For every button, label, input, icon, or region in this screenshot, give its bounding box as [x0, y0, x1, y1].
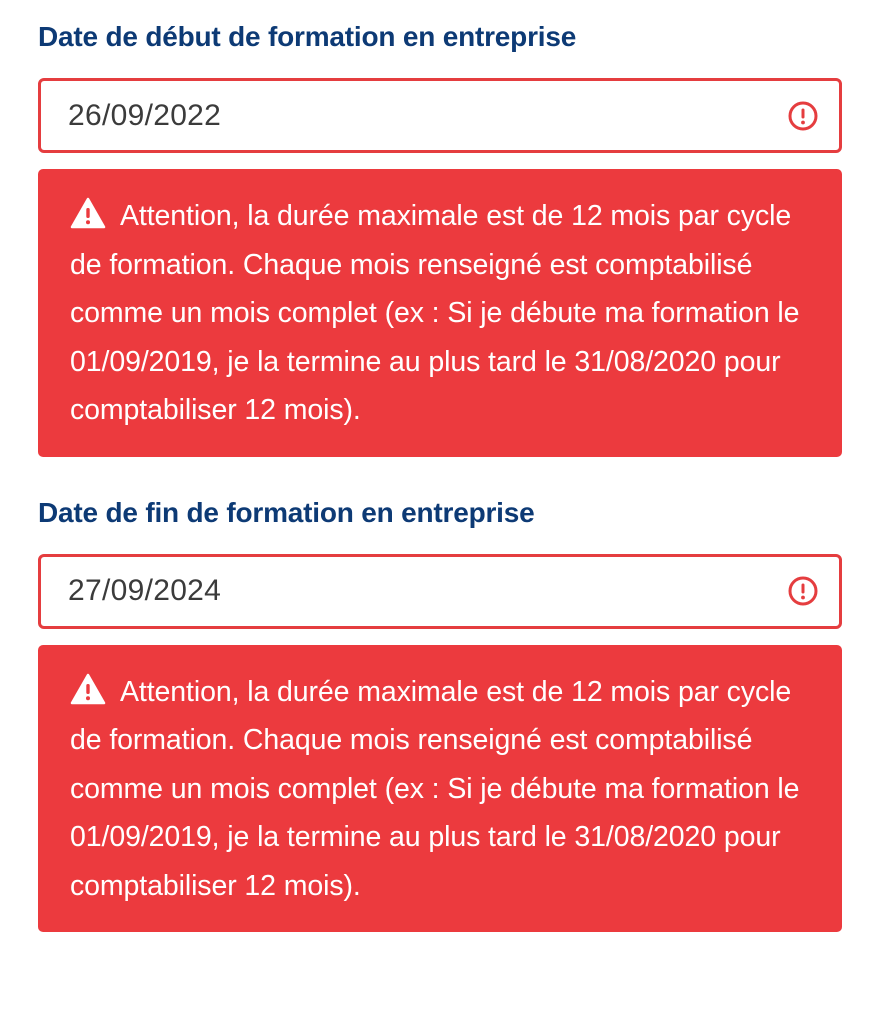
training-dates-form	[38, 0, 842, 932]
start-date-alert-text: Attention, la durée maximale est de 12 mois par cycle de formation. Chaque mois renseigné est comptabilisé comme un mois complet (ex : Si je débute ma formation le 01/09/2019, je la termine au plus tard le 31/08/2020 pour comptabiliser 12 mois).	[70, 200, 800, 426]
start-date-label: Date de début de formation en entreprise	[38, 21, 577, 52]
exclamation-circle-icon	[787, 575, 819, 607]
end-date-field[interactable]	[38, 554, 842, 629]
end-date-input[interactable]	[41, 557, 839, 626]
end-date-label: Date de fin de formation en entreprise	[38, 496, 535, 528]
warning-triangle-icon	[70, 197, 106, 229]
warning-triangle-icon	[70, 673, 106, 705]
end-date-section	[38, 457, 842, 933]
exclamation-circle-icon	[787, 100, 819, 132]
start-date-alert	[38, 169, 842, 457]
end-date-alert-text: Attention, la durée maximale est de 12 mois par cycle de formation. Chaque mois renseigné est comptabilisé comme un mois complet (ex : Si je débute ma formation le 01/09/2019, je la termine au plus tard le 31/08/2020 pour comptabiliser 12 mois).	[70, 675, 800, 902]
start-date-field[interactable]	[38, 78, 842, 153]
start-date-input[interactable]	[41, 81, 839, 150]
start-date-section	[38, 0, 842, 457]
end-date-alert	[38, 645, 842, 933]
